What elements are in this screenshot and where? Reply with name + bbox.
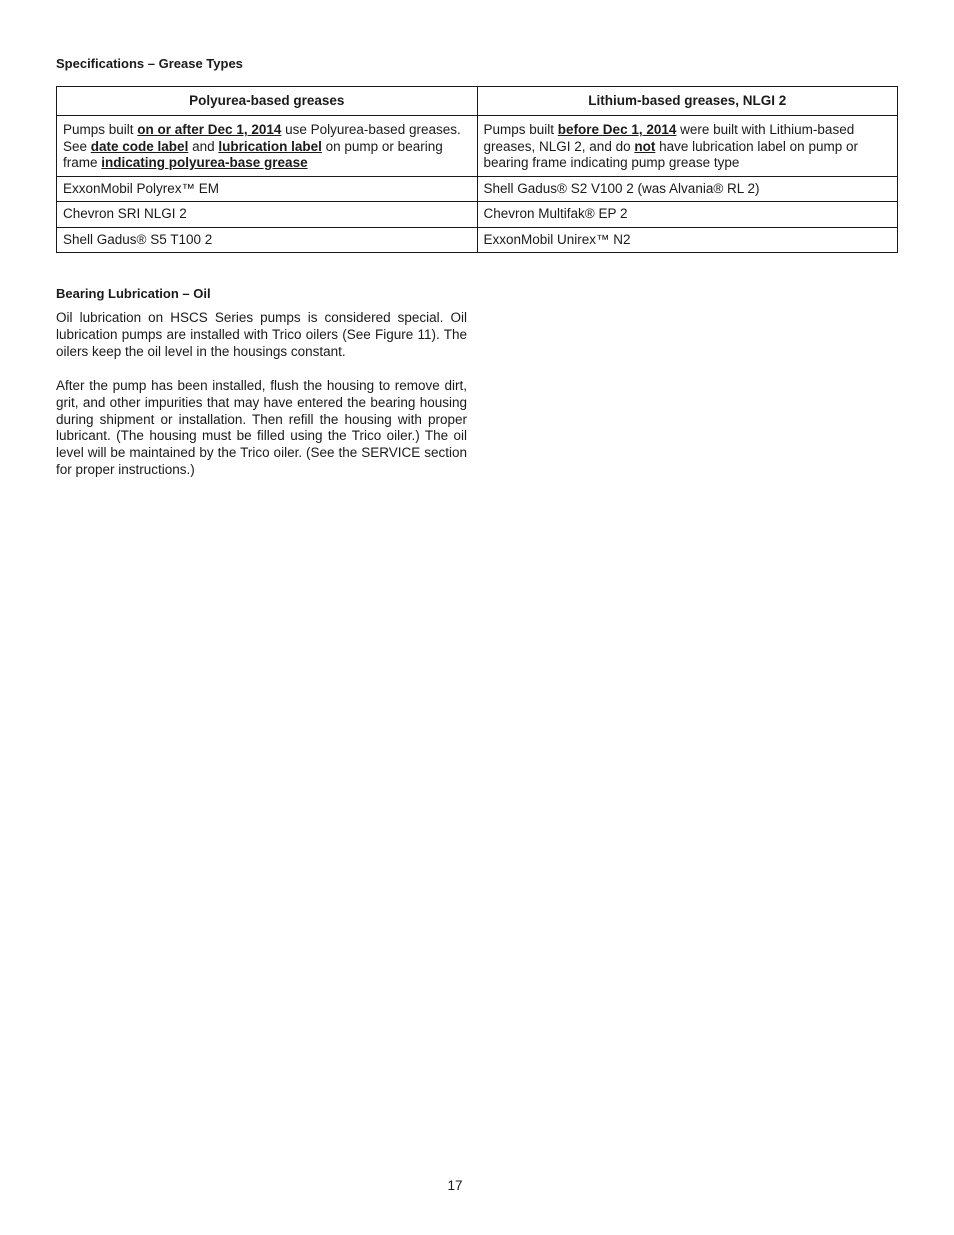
- emphasis-not: not: [634, 138, 656, 154]
- specifications-heading: Specifications – Grease Types: [56, 56, 243, 71]
- text-fragment: and: [188, 138, 219, 154]
- lithium-description: [477, 116, 898, 177]
- emphasis-date-code-label: date code label: [90, 138, 189, 154]
- text-fragment: have lubrication label on pump or bearing frame indicating pump grease type: [483, 138, 858, 170]
- lithium-grease-item: Chevron Multifak® EP 2: [477, 202, 898, 228]
- table-row: [57, 202, 898, 228]
- polyurea-grease-item: ExxonMobil Polyrex™ EM: [57, 176, 478, 202]
- bearing-lubrication-oil-heading: Bearing Lubrication – Oil: [56, 286, 211, 301]
- table-header-row: [57, 87, 898, 116]
- polyurea-grease-item: Shell Gadus® S5 T100 2: [57, 227, 478, 253]
- oil-paragraph-flush-housing: After the pump has been installed, flush the housing to remove dirt, grit, and other impurities that may have entered the bearing housing during shipment or installation. Then refill the housing with proper lubricant. (The housing must be filled using the Trico oiler.) The oil level will be maintained by the Trico oiler. (See the SERVICE section for proper instructions.): [56, 378, 467, 477]
- emphasis-lubrication-label: lubrication label: [218, 138, 322, 154]
- text-fragment: on pump or bearing frame: [63, 138, 443, 170]
- header-polyurea: Polyurea-based greases: [57, 87, 478, 116]
- oil-paragraph-trico-oilers: Oil lubrication on HSCS Series pumps is considered special. Oil lubrication pumps are installed with Trico oilers (See Figure 11). The oilers keep the oil level in the housings constant.: [56, 310, 467, 359]
- polyurea-description: [57, 116, 478, 177]
- emphasis-date: on or after Dec 1, 2014: [137, 122, 282, 137]
- lithium-grease-item: Shell Gadus® S2 V100 2 (was Alvania® RL 2): [477, 176, 898, 202]
- text-fragment: Pumps built: [483, 122, 558, 137]
- text-fragment: Pumps built: [63, 122, 138, 137]
- polyurea-grease-item: Chevron SRI NLGI 2: [57, 202, 478, 228]
- emphasis-polyurea-base: indicating polyurea-base grease: [101, 155, 308, 170]
- lithium-grease-item: ExxonMobil Unirex™ N2: [477, 227, 898, 253]
- text-fragment: use Polyurea-based greases. See: [63, 122, 461, 154]
- grease-types-table: [56, 86, 898, 253]
- text-fragment: were built with Lithium-based greases, NLGI 2, and do: [483, 122, 855, 154]
- table-row: [57, 176, 898, 202]
- table-row: [57, 227, 898, 253]
- header-lithium: Lithium-based greases, NLGI 2: [477, 87, 898, 116]
- page-number: 17: [447, 1178, 463, 1193]
- table-row-description: [57, 116, 898, 177]
- emphasis-before-date: before Dec 1, 2014: [557, 122, 677, 137]
